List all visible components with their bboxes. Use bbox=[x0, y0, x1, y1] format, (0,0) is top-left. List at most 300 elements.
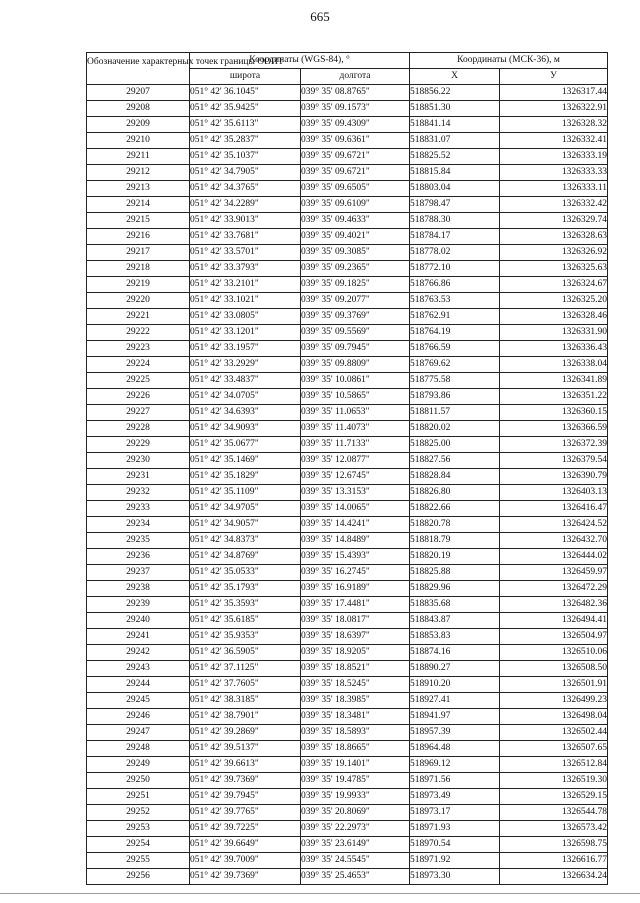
y-cell: 1326325.20 bbox=[500, 293, 608, 309]
point-id-cell: 29244 bbox=[87, 677, 190, 693]
point-id-cell: 29248 bbox=[87, 741, 190, 757]
y-cell: 1326598.75 bbox=[500, 837, 608, 853]
longitude-cell: 039° 35' 09.1825" bbox=[301, 277, 410, 293]
point-id-cell: 29247 bbox=[87, 725, 190, 741]
y-cell: 1326366.59 bbox=[500, 421, 608, 437]
longitude-cell: 039° 35' 19.1401" bbox=[301, 757, 410, 773]
latitude-cell: 051° 42' 37.1125" bbox=[190, 661, 301, 677]
table-row bbox=[87, 565, 608, 581]
x-cell: 518835.68 bbox=[410, 597, 500, 613]
latitude-cell: 051° 42' 33.1021" bbox=[190, 293, 301, 309]
y-cell: 1326329.74 bbox=[500, 213, 608, 229]
point-id-cell: 29216 bbox=[87, 229, 190, 245]
longitude-cell: 039° 35' 18.5893" bbox=[301, 725, 410, 741]
point-id-cell: 29209 bbox=[87, 117, 190, 133]
x-cell: 518970.54 bbox=[410, 837, 500, 853]
longitude-cell: 039° 35' 14.4241" bbox=[301, 517, 410, 533]
y-cell: 1326332.42 bbox=[500, 197, 608, 213]
y-cell: 1326379.54 bbox=[500, 453, 608, 469]
x-cell: 518851.30 bbox=[410, 101, 500, 117]
header-msk36: Координаты (МСК-36), м bbox=[410, 53, 608, 69]
table-row bbox=[87, 85, 608, 101]
point-id-cell: 29237 bbox=[87, 565, 190, 581]
latitude-cell: 051° 42' 33.7681" bbox=[190, 229, 301, 245]
table-row bbox=[87, 277, 608, 293]
longitude-cell: 039° 35' 22.2973" bbox=[301, 821, 410, 837]
point-id-cell: 29226 bbox=[87, 389, 190, 405]
point-id-cell: 29222 bbox=[87, 325, 190, 341]
latitude-cell: 051° 42' 35.1469" bbox=[190, 453, 301, 469]
header-latitude: широта bbox=[190, 69, 301, 85]
table-row bbox=[87, 597, 608, 613]
x-cell: 518827.56 bbox=[410, 453, 500, 469]
longitude-cell: 039° 35' 09.6721" bbox=[301, 165, 410, 181]
latitude-cell: 051° 42' 33.4837" bbox=[190, 373, 301, 389]
point-id-cell: 29255 bbox=[87, 853, 190, 869]
y-cell: 1326634.24 bbox=[500, 869, 608, 885]
latitude-cell: 051° 42' 39.7225" bbox=[190, 821, 301, 837]
latitude-cell: 051° 42' 35.0677" bbox=[190, 437, 301, 453]
x-cell: 518798.47 bbox=[410, 197, 500, 213]
table-row bbox=[87, 821, 608, 837]
latitude-cell: 051° 42' 39.5137" bbox=[190, 741, 301, 757]
x-cell: 518973.30 bbox=[410, 869, 500, 885]
table-row bbox=[87, 677, 608, 693]
table-row bbox=[87, 485, 608, 501]
longitude-cell: 039° 35' 15.4393" bbox=[301, 549, 410, 565]
latitude-cell: 051° 42' 37.7605" bbox=[190, 677, 301, 693]
table-row bbox=[87, 389, 608, 405]
table-row bbox=[87, 229, 608, 245]
table-row bbox=[87, 261, 608, 277]
latitude-cell: 051° 42' 35.6185" bbox=[190, 613, 301, 629]
y-cell: 1326351.22 bbox=[500, 389, 608, 405]
table-row bbox=[87, 789, 608, 805]
longitude-cell: 039° 35' 16.2745" bbox=[301, 565, 410, 581]
longitude-cell: 039° 35' 09.4633" bbox=[301, 213, 410, 229]
point-id-cell: 29223 bbox=[87, 341, 190, 357]
y-cell: 1326507.65 bbox=[500, 741, 608, 757]
point-id-cell: 29234 bbox=[87, 517, 190, 533]
longitude-cell: 039° 35' 11.0653" bbox=[301, 405, 410, 421]
table-row bbox=[87, 757, 608, 773]
latitude-cell: 051° 42' 34.8769" bbox=[190, 549, 301, 565]
latitude-cell: 051° 42' 35.6113" bbox=[190, 117, 301, 133]
y-cell: 1326544.78 bbox=[500, 805, 608, 821]
x-cell: 518910.20 bbox=[410, 677, 500, 693]
table-row bbox=[87, 533, 608, 549]
table-row bbox=[87, 197, 608, 213]
x-cell: 518829.96 bbox=[410, 581, 500, 597]
y-cell: 1326325.63 bbox=[500, 261, 608, 277]
header-longitude: долгота bbox=[301, 69, 410, 85]
x-cell: 518788.30 bbox=[410, 213, 500, 229]
table-row bbox=[87, 581, 608, 597]
longitude-cell: 039° 35' 24.5545" bbox=[301, 853, 410, 869]
coordinates-table bbox=[86, 52, 608, 885]
point-id-cell: 29242 bbox=[87, 645, 190, 661]
point-id-cell: 29250 bbox=[87, 773, 190, 789]
table-row bbox=[87, 741, 608, 757]
longitude-cell: 039° 35' 10.5865" bbox=[301, 389, 410, 405]
longitude-cell: 039° 35' 09.5569" bbox=[301, 325, 410, 341]
point-id-cell: 29239 bbox=[87, 597, 190, 613]
point-id-cell: 29251 bbox=[87, 789, 190, 805]
x-cell: 518784.17 bbox=[410, 229, 500, 245]
y-cell: 1326508.50 bbox=[500, 661, 608, 677]
point-id-cell: 29236 bbox=[87, 549, 190, 565]
point-id-cell: 29243 bbox=[87, 661, 190, 677]
longitude-cell: 039° 35' 19.4785" bbox=[301, 773, 410, 789]
x-cell: 518772.10 bbox=[410, 261, 500, 277]
point-id-cell: 29217 bbox=[87, 245, 190, 261]
x-cell: 518766.86 bbox=[410, 277, 500, 293]
x-cell: 518957.39 bbox=[410, 725, 500, 741]
x-cell: 518971.93 bbox=[410, 821, 500, 837]
table-header-row bbox=[87, 53, 608, 69]
x-cell: 518874.16 bbox=[410, 645, 500, 661]
x-cell: 518822.66 bbox=[410, 501, 500, 517]
latitude-cell: 051° 42' 35.9425" bbox=[190, 101, 301, 117]
x-cell: 518793.86 bbox=[410, 389, 500, 405]
x-cell: 518831.07 bbox=[410, 133, 500, 149]
x-cell: 518971.56 bbox=[410, 773, 500, 789]
longitude-cell: 039° 35' 14.0065" bbox=[301, 501, 410, 517]
longitude-cell: 039° 35' 12.6745" bbox=[301, 469, 410, 485]
x-cell: 518820.19 bbox=[410, 549, 500, 565]
point-id-cell: 29240 bbox=[87, 613, 190, 629]
table-row bbox=[87, 149, 608, 165]
longitude-cell: 039° 35' 18.0817" bbox=[301, 613, 410, 629]
latitude-cell: 051° 42' 34.3765" bbox=[190, 181, 301, 197]
longitude-cell: 039° 35' 16.9189" bbox=[301, 581, 410, 597]
y-cell: 1326424.52 bbox=[500, 517, 608, 533]
longitude-cell: 039° 35' 09.8809" bbox=[301, 357, 410, 373]
table-row bbox=[87, 133, 608, 149]
y-cell: 1326341.89 bbox=[500, 373, 608, 389]
longitude-cell: 039° 35' 18.3985" bbox=[301, 693, 410, 709]
table-row bbox=[87, 613, 608, 629]
y-cell: 1326573.42 bbox=[500, 821, 608, 837]
x-cell: 518971.92 bbox=[410, 853, 500, 869]
latitude-cell: 051° 42' 34.7905" bbox=[190, 165, 301, 181]
y-cell: 1326326.92 bbox=[500, 245, 608, 261]
point-id-cell: 29208 bbox=[87, 101, 190, 117]
point-id-cell: 29214 bbox=[87, 197, 190, 213]
latitude-cell: 051° 42' 35.2837" bbox=[190, 133, 301, 149]
point-id-cell: 29235 bbox=[87, 533, 190, 549]
point-id-cell: 29213 bbox=[87, 181, 190, 197]
latitude-cell: 051° 42' 35.1037" bbox=[190, 149, 301, 165]
point-id-cell: 29245 bbox=[87, 693, 190, 709]
table-row bbox=[87, 341, 608, 357]
table-row bbox=[87, 661, 608, 677]
point-id-cell: 29232 bbox=[87, 485, 190, 501]
point-id-cell: 29254 bbox=[87, 837, 190, 853]
table-row bbox=[87, 469, 608, 485]
x-cell: 518820.78 bbox=[410, 517, 500, 533]
y-cell: 1326328.46 bbox=[500, 309, 608, 325]
point-id-cell: 29246 bbox=[87, 709, 190, 725]
x-cell: 518973.49 bbox=[410, 789, 500, 805]
table-row bbox=[87, 853, 608, 869]
y-cell: 1326519.30 bbox=[500, 773, 608, 789]
y-cell: 1326332.41 bbox=[500, 133, 608, 149]
longitude-cell: 039° 35' 09.4021" bbox=[301, 229, 410, 245]
table-row bbox=[87, 325, 608, 341]
longitude-cell: 039° 35' 12.0877" bbox=[301, 453, 410, 469]
longitude-cell: 039° 35' 19.9933" bbox=[301, 789, 410, 805]
latitude-cell: 051° 42' 39.7369" bbox=[190, 773, 301, 789]
longitude-cell: 039° 35' 09.3085" bbox=[301, 245, 410, 261]
table-row bbox=[87, 357, 608, 373]
y-cell: 1326360.15 bbox=[500, 405, 608, 421]
header-y: У bbox=[500, 69, 608, 85]
x-cell: 518825.88 bbox=[410, 565, 500, 581]
table-row bbox=[87, 645, 608, 661]
table-row bbox=[87, 293, 608, 309]
y-cell: 1326333.33 bbox=[500, 165, 608, 181]
y-cell: 1326510.06 bbox=[500, 645, 608, 661]
longitude-cell: 039° 35' 18.6397" bbox=[301, 629, 410, 645]
latitude-cell: 051° 42' 33.2929" bbox=[190, 357, 301, 373]
x-cell: 518764.19 bbox=[410, 325, 500, 341]
latitude-cell: 051° 42' 35.3593" bbox=[190, 597, 301, 613]
table-row bbox=[87, 437, 608, 453]
longitude-cell: 039° 35' 09.4309" bbox=[301, 117, 410, 133]
latitude-cell: 051° 42' 34.8373" bbox=[190, 533, 301, 549]
longitude-cell: 039° 35' 09.2077" bbox=[301, 293, 410, 309]
table-row bbox=[87, 101, 608, 117]
table-row bbox=[87, 517, 608, 533]
y-cell: 1326333.11 bbox=[500, 181, 608, 197]
longitude-cell: 039° 35' 18.9205" bbox=[301, 645, 410, 661]
latitude-cell: 051° 42' 35.1109" bbox=[190, 485, 301, 501]
longitude-cell: 039° 35' 18.5245" bbox=[301, 677, 410, 693]
longitude-cell: 039° 35' 09.6109" bbox=[301, 197, 410, 213]
header-points: Обозначение характерных точек границы ООПТ bbox=[87, 53, 190, 85]
latitude-cell: 051° 42' 33.1201" bbox=[190, 325, 301, 341]
y-cell: 1326403.13 bbox=[500, 485, 608, 501]
x-cell: 518766.59 bbox=[410, 341, 500, 357]
table-row bbox=[87, 117, 608, 133]
point-id-cell: 29230 bbox=[87, 453, 190, 469]
table-row bbox=[87, 165, 608, 181]
y-cell: 1326501.91 bbox=[500, 677, 608, 693]
point-id-cell: 29225 bbox=[87, 373, 190, 389]
y-cell: 1326498.04 bbox=[500, 709, 608, 725]
table-row bbox=[87, 213, 608, 229]
point-id-cell: 29228 bbox=[87, 421, 190, 437]
table-row bbox=[87, 869, 608, 885]
point-id-cell: 29220 bbox=[87, 293, 190, 309]
latitude-cell: 051° 42' 33.1957" bbox=[190, 341, 301, 357]
y-cell: 1326499.23 bbox=[500, 693, 608, 709]
longitude-cell: 039° 35' 09.1573" bbox=[301, 101, 410, 117]
x-cell: 518820.02 bbox=[410, 421, 500, 437]
x-cell: 518815.84 bbox=[410, 165, 500, 181]
latitude-cell: 051° 42' 36.1045" bbox=[190, 85, 301, 101]
y-cell: 1326459.97 bbox=[500, 565, 608, 581]
x-cell: 518843.87 bbox=[410, 613, 500, 629]
longitude-cell: 039° 35' 25.4653" bbox=[301, 869, 410, 885]
y-cell: 1326502.44 bbox=[500, 725, 608, 741]
latitude-cell: 051° 42' 39.7765" bbox=[190, 805, 301, 821]
point-id-cell: 29227 bbox=[87, 405, 190, 421]
latitude-cell: 051° 42' 35.9353" bbox=[190, 629, 301, 645]
point-id-cell: 29224 bbox=[87, 357, 190, 373]
latitude-cell: 051° 42' 33.2101" bbox=[190, 277, 301, 293]
table-row bbox=[87, 805, 608, 821]
point-id-cell: 29207 bbox=[87, 85, 190, 101]
point-id-cell: 29253 bbox=[87, 821, 190, 837]
latitude-cell: 051° 42' 34.9057" bbox=[190, 517, 301, 533]
y-cell: 1326529.15 bbox=[500, 789, 608, 805]
point-id-cell: 29215 bbox=[87, 213, 190, 229]
latitude-cell: 051° 42' 39.2869" bbox=[190, 725, 301, 741]
y-cell: 1326494.41 bbox=[500, 613, 608, 629]
y-cell: 1326432.70 bbox=[500, 533, 608, 549]
latitude-cell: 051° 42' 34.9093" bbox=[190, 421, 301, 437]
point-id-cell: 29252 bbox=[87, 805, 190, 821]
y-cell: 1326328.63 bbox=[500, 229, 608, 245]
x-cell: 518927.41 bbox=[410, 693, 500, 709]
x-cell: 518890.27 bbox=[410, 661, 500, 677]
latitude-cell: 051° 42' 39.7945" bbox=[190, 789, 301, 805]
y-cell: 1326472.29 bbox=[500, 581, 608, 597]
x-cell: 518973.17 bbox=[410, 805, 500, 821]
x-cell: 518778.02 bbox=[410, 245, 500, 261]
longitude-cell: 039° 35' 09.7945" bbox=[301, 341, 410, 357]
x-cell: 518941.97 bbox=[410, 709, 500, 725]
table-row bbox=[87, 773, 608, 789]
table-row bbox=[87, 245, 608, 261]
x-cell: 518969.12 bbox=[410, 757, 500, 773]
latitude-cell: 051° 42' 39.6649" bbox=[190, 837, 301, 853]
x-cell: 518841.14 bbox=[410, 117, 500, 133]
y-cell: 1326616.77 bbox=[500, 853, 608, 869]
point-id-cell: 29256 bbox=[87, 869, 190, 885]
y-cell: 1326336.43 bbox=[500, 341, 608, 357]
x-cell: 518818.79 bbox=[410, 533, 500, 549]
y-cell: 1326444.02 bbox=[500, 549, 608, 565]
point-id-cell: 29218 bbox=[87, 261, 190, 277]
y-cell: 1326322.91 bbox=[500, 101, 608, 117]
point-id-cell: 29219 bbox=[87, 277, 190, 293]
table-row bbox=[87, 405, 608, 421]
latitude-cell: 051° 42' 33.0805" bbox=[190, 309, 301, 325]
bottom-scan-line bbox=[0, 893, 640, 894]
latitude-cell: 051° 42' 39.6613" bbox=[190, 757, 301, 773]
longitude-cell: 039° 35' 20.8069" bbox=[301, 805, 410, 821]
table-row bbox=[87, 181, 608, 197]
y-cell: 1326416.47 bbox=[500, 501, 608, 517]
x-cell: 518811.57 bbox=[410, 405, 500, 421]
latitude-cell: 051° 42' 36.5905" bbox=[190, 645, 301, 661]
x-cell: 518856.22 bbox=[410, 85, 500, 101]
point-id-cell: 29233 bbox=[87, 501, 190, 517]
longitude-cell: 039° 35' 09.6505" bbox=[301, 181, 410, 197]
longitude-cell: 039° 35' 18.8665" bbox=[301, 741, 410, 757]
latitude-cell: 051° 42' 35.1829" bbox=[190, 469, 301, 485]
latitude-cell: 051° 42' 34.6393" bbox=[190, 405, 301, 421]
table-row bbox=[87, 373, 608, 389]
longitude-cell: 039° 35' 18.8521" bbox=[301, 661, 410, 677]
table-row bbox=[87, 309, 608, 325]
y-cell: 1326482.36 bbox=[500, 597, 608, 613]
header-x: X bbox=[410, 69, 500, 85]
longitude-cell: 039° 35' 08.8765" bbox=[301, 85, 410, 101]
longitude-cell: 039° 35' 23.6149" bbox=[301, 837, 410, 853]
latitude-cell: 051° 42' 33.3793" bbox=[190, 261, 301, 277]
x-cell: 518803.04 bbox=[410, 181, 500, 197]
latitude-cell: 051° 42' 33.9013" bbox=[190, 213, 301, 229]
x-cell: 518763.53 bbox=[410, 293, 500, 309]
longitude-cell: 039° 35' 09.6361" bbox=[301, 133, 410, 149]
x-cell: 518825.00 bbox=[410, 437, 500, 453]
longitude-cell: 039° 35' 11.4073" bbox=[301, 421, 410, 437]
point-id-cell: 29211 bbox=[87, 149, 190, 165]
longitude-cell: 039° 35' 11.7133" bbox=[301, 437, 410, 453]
y-cell: 1326372.39 bbox=[500, 437, 608, 453]
longitude-cell: 039° 35' 09.3769" bbox=[301, 309, 410, 325]
latitude-cell: 051° 42' 34.2289" bbox=[190, 197, 301, 213]
latitude-cell: 051° 42' 34.0705" bbox=[190, 389, 301, 405]
table-row bbox=[87, 501, 608, 517]
page-number: 665 bbox=[310, 9, 330, 24]
latitude-cell: 051° 42' 33.5701" bbox=[190, 245, 301, 261]
x-cell: 518853.83 bbox=[410, 629, 500, 645]
latitude-cell: 051° 42' 38.7901" bbox=[190, 709, 301, 725]
longitude-cell: 039° 35' 13.3153" bbox=[301, 485, 410, 501]
table-row bbox=[87, 549, 608, 565]
table-row bbox=[87, 837, 608, 853]
table-row bbox=[87, 421, 608, 437]
latitude-cell: 051° 42' 38.3185" bbox=[190, 693, 301, 709]
point-id-cell: 29241 bbox=[87, 629, 190, 645]
point-id-cell: 29231 bbox=[87, 469, 190, 485]
y-cell: 1326338.04 bbox=[500, 357, 608, 373]
latitude-cell: 051° 42' 35.0533" bbox=[190, 565, 301, 581]
y-cell: 1326333.19 bbox=[500, 149, 608, 165]
table-row bbox=[87, 629, 608, 645]
x-cell: 518769.62 bbox=[410, 357, 500, 373]
latitude-cell: 051° 42' 39.7009" bbox=[190, 853, 301, 869]
table-row bbox=[87, 709, 608, 725]
x-cell: 518825.52 bbox=[410, 149, 500, 165]
point-id-cell: 29221 bbox=[87, 309, 190, 325]
table-row bbox=[87, 453, 608, 469]
header-wgs84: Координаты (WGS-84), ° bbox=[190, 53, 410, 69]
table-row bbox=[87, 693, 608, 709]
point-id-cell: 29238 bbox=[87, 581, 190, 597]
x-cell: 518775.58 bbox=[410, 373, 500, 389]
y-cell: 1326328.32 bbox=[500, 117, 608, 133]
point-id-cell: 29212 bbox=[87, 165, 190, 181]
point-id-cell: 29229 bbox=[87, 437, 190, 453]
longitude-cell: 039° 35' 09.2365" bbox=[301, 261, 410, 277]
longitude-cell: 039° 35' 14.8489" bbox=[301, 533, 410, 549]
point-id-cell: 29249 bbox=[87, 757, 190, 773]
y-cell: 1326390.79 bbox=[500, 469, 608, 485]
latitude-cell: 051° 42' 35.1793" bbox=[190, 581, 301, 597]
latitude-cell: 051° 42' 34.9705" bbox=[190, 501, 301, 517]
y-cell: 1326512.84 bbox=[500, 757, 608, 773]
longitude-cell: 039° 35' 18.3481" bbox=[301, 709, 410, 725]
x-cell: 518964.48 bbox=[410, 741, 500, 757]
x-cell: 518762.91 bbox=[410, 309, 500, 325]
latitude-cell: 051° 42' 39.7369" bbox=[190, 869, 301, 885]
